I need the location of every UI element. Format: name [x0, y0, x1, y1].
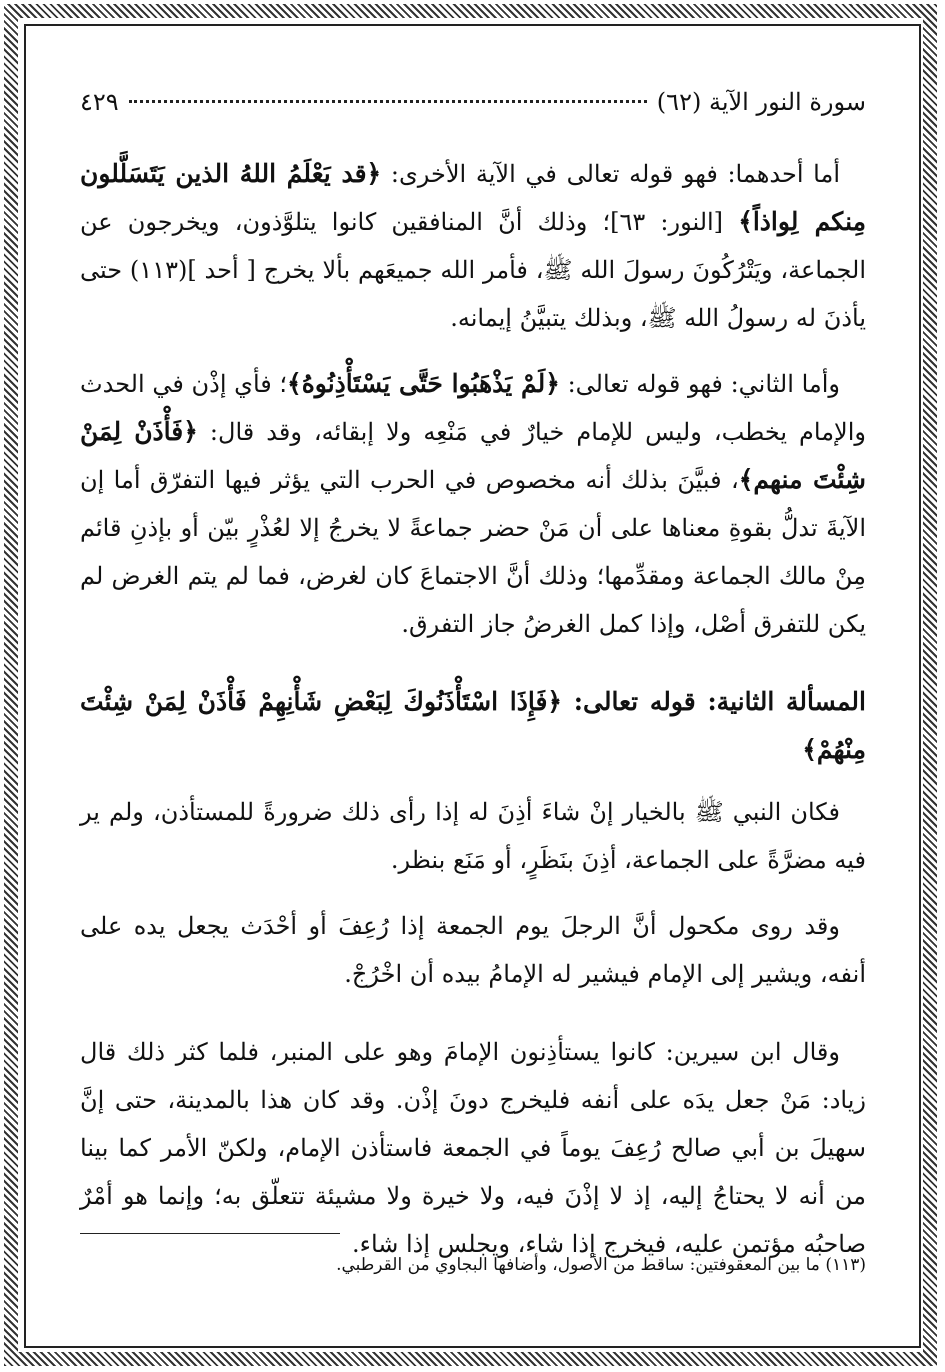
paragraph-3: فكان النبي ﷺ بالخيار إنْ شاءَ أذِنَ له إذا رأى ذلك ضرورةً للمستأذن، ولم ير فيه مضرَّةً على الجماعة، أذِنَ بنَظَرٍ، أو مَنَع بنظر. — [80, 798, 866, 874]
section-heading — [80, 678, 866, 774]
p2-verse-a: ﴿لَمْ يَذْهَبُوا حَتَّى يَسْتَأْذِنُوهُ﴾ — [287, 369, 560, 398]
header-dot-leader — [129, 94, 647, 103]
footnote: (١١٣) ما بين المعقوفتين: ساقط من الأصول، وأضافها البجاوي من القرطبي. — [336, 1255, 866, 1275]
body-text — [80, 150, 866, 1286]
paragraph-5: وقال ابن سيرين: كانوا يستأذِنون الإمامَ وهو على المنبر، فلما كثر ذلك قال زياد: مَنْ جعل يدَه على أنفه فليخرج دونَ إذْن. وقد كان هذا بالمدينة، حتى إنَّ سهيلَ بن أبي صالح رُعِفَ يوماً في الجمعة فاستأذن الإمام، ولكنّ الأمر كما بينا من أنه لا يحتاجُ إليه، إذ لا إذْنَ فيه، ولا خيرة ولا مشيئة تتعلّق به؛ وإنما هو أمْرٌ صاحبُه مؤتمن عليه، فيخرج إذا شاء، ويجلس إذا شاء. — [80, 1038, 866, 1258]
p1-verse: ﴿قد يَعْلَمُ اللهُ الذين يَتَسَلَّلون مِنكم لِواذاً﴾ — [80, 159, 867, 236]
paragraph-1 — [80, 150, 866, 342]
heading-prefix: المسألة الثانية: قوله تعالى: — [562, 687, 866, 716]
p2-verse-b: ﴿فَأْذَنْ لِمَنْ شِئْتَ منهم﴾ — [80, 417, 866, 494]
p2-text-b: ؛ فأي إذْن في الحدث والإمام يخطب، وليس للإمام خيارٌ في مَنْعِه ولا إبقائه، وقد قال: — [80, 370, 866, 446]
footnote-rule — [80, 1233, 340, 1234]
header-title: سورة النور الآية (٦٢) — [656, 88, 866, 116]
page — [80, 70, 866, 1310]
paragraph-2 — [80, 360, 866, 648]
p2-text-c: ، فبيَّنَ بذلك أنه مخصوص في الحرب التي يؤثر فيها التفرّق أما إن الآيةَ تدلُّ بقوةِ معناها على أن مَنْ حضر جماعةً لا يخرجُ إلا لعُذْرٍ بيّن أو بإذنِ قائم مِنْ مالك الجماعة ومقدِّمها؛ وذلك أنَّ الاجتماعَ كان لغرض، فما لم يتم الغرض لم يكن للتفرق أصْل، وإذا كمل الغرضُ جاز التفرق. — [80, 466, 866, 638]
p2-text-a: وأما الثاني: فهو قوله تعالى: — [559, 370, 840, 398]
paragraph-4: وقد روى مكحول أنَّ الرجلَ يوم الجمعة إذا رُعِفَ أو أحْدَث يجعل يده على أنفه، ويشير إلى الإمام فيشير له الإمامُ بيده أن اخْرُجْ. — [80, 912, 866, 988]
page-number: ٤٢٩ — [80, 88, 119, 116]
p1-text-a: أما أحدهما: فهو قوله تعالى في الآية الأخرى: — [381, 160, 840, 188]
running-header — [80, 84, 866, 120]
p1-text-b: [النور: ٦٣]؛ وذلك أنَّ المنافقين كانوا يتلوَّذون، ويخرجون عن الجماعة، ويَتْرُكُونَ رسولَ الله ﷺ، فأمر الله جميعَهم بألا يخرج [ أحد ](١١٣) حتى يأذنَ له رسولُ الله ﷺ، وبذلك يتبيَّنُ إيمانه. — [80, 208, 866, 332]
heading-verse: ﴿فَإِذَا اسْتَأْذَنُوكَ لِبَعْضِ شَأْنِهِمْ فَأْذَنْ لِمَنْ شِئْتَ مِنْهُمْ﴾ — [80, 687, 866, 764]
